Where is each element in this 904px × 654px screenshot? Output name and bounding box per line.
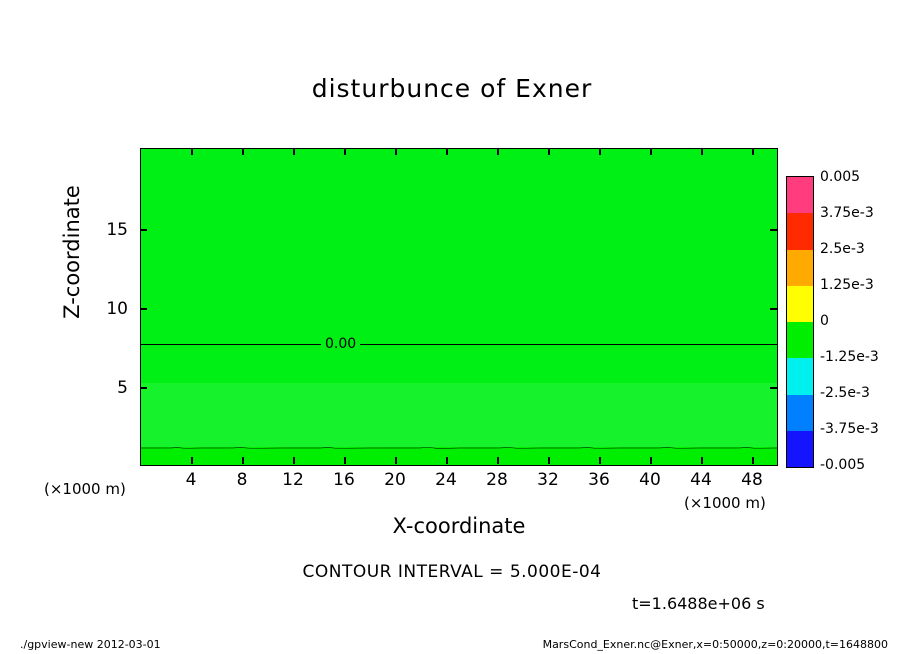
xticklabel-6: 28 bbox=[486, 470, 508, 490]
xtick-top-24 bbox=[446, 148, 448, 155]
plot-area bbox=[140, 148, 778, 466]
xtick-top-32 bbox=[548, 148, 550, 155]
colorbar-label-0: 0.005 bbox=[820, 169, 861, 185]
colorbar-cell-2 bbox=[787, 250, 813, 286]
yticklabel-0: 5 bbox=[117, 378, 128, 398]
ytick-left-15 bbox=[140, 229, 147, 231]
colorbar-label-1: 3.75e-3 bbox=[820, 205, 874, 221]
yticklabel-1: 10 bbox=[106, 299, 128, 319]
colorbar-cell-6 bbox=[787, 395, 813, 431]
xtick-top-12 bbox=[293, 148, 295, 155]
colorbar-label-4: 0 bbox=[820, 313, 829, 329]
xtick-top-44 bbox=[701, 148, 703, 155]
xtick-bottom-4 bbox=[191, 457, 193, 464]
y-axis-unit-label: (×1000 m) bbox=[44, 480, 126, 498]
colorbar-label-2: 2.5e-3 bbox=[820, 241, 865, 257]
colorbar-cell-0 bbox=[787, 177, 813, 213]
ytick-right-10 bbox=[770, 308, 777, 310]
surface-roughness-line bbox=[141, 447, 777, 449]
xtick-top-4 bbox=[191, 148, 193, 155]
page-title: disturbunce of Exner bbox=[311, 74, 593, 103]
xticklabel-8: 36 bbox=[588, 470, 610, 490]
yticklabel-2: 15 bbox=[106, 220, 128, 240]
colorbar-label-7: -3.75e-3 bbox=[820, 421, 879, 437]
colorbar-cell-5 bbox=[787, 358, 813, 394]
xticklabel-10: 44 bbox=[690, 470, 712, 490]
xtick-top-48 bbox=[752, 148, 754, 155]
colorbar-cell-7 bbox=[787, 431, 813, 467]
xtick-bottom-8 bbox=[242, 457, 244, 464]
xticklabel-7: 32 bbox=[537, 470, 559, 490]
ytick-right-5 bbox=[770, 387, 777, 389]
xtick-bottom-20 bbox=[395, 457, 397, 464]
xtick-top-36 bbox=[599, 148, 601, 155]
ytick-left-5 bbox=[140, 387, 147, 389]
xtick-bottom-16 bbox=[344, 457, 346, 464]
xtick-bottom-24 bbox=[446, 457, 448, 464]
colorbar-label-5: -1.25e-3 bbox=[820, 349, 879, 365]
xtick-bottom-40 bbox=[650, 457, 652, 464]
footer-right-text: MarsCond_Exner.nc@Exner,x=0:50000,z=0:20000,t=1648800 bbox=[542, 638, 888, 651]
time-annotation: t=1.6488e+06 s bbox=[632, 594, 765, 613]
xtick-top-40 bbox=[650, 148, 652, 155]
xtick-bottom-32 bbox=[548, 457, 550, 464]
xtick-top-20 bbox=[395, 148, 397, 155]
field-band-bottom bbox=[141, 447, 777, 465]
xtick-top-8 bbox=[242, 148, 244, 155]
colorbar-label-3: 1.25e-3 bbox=[820, 277, 874, 293]
colorbar bbox=[786, 176, 814, 468]
footer-left-text: ./gpview-new 2012-03-01 bbox=[20, 638, 161, 651]
xtick-top-28 bbox=[497, 148, 499, 155]
xticklabel-5: 24 bbox=[435, 470, 457, 490]
colorbar-cell-4 bbox=[787, 322, 813, 358]
x-axis-unit-label: (×1000 m) bbox=[684, 494, 766, 512]
xticklabel-4: 20 bbox=[384, 470, 406, 490]
xticklabel-2: 12 bbox=[282, 470, 304, 490]
contour-line-zero bbox=[141, 344, 777, 345]
xtick-top-16 bbox=[344, 148, 346, 155]
y-axis-title: Z-coordinate bbox=[60, 185, 84, 319]
xtick-bottom-44 bbox=[701, 457, 703, 464]
xtick-bottom-28 bbox=[497, 457, 499, 464]
colorbar-label-6: -2.5e-3 bbox=[820, 385, 870, 401]
colorbar-cell-1 bbox=[787, 213, 813, 249]
x-axis-title: X-coordinate bbox=[392, 514, 526, 538]
xticklabel-9: 40 bbox=[639, 470, 661, 490]
colorbar-cell-3 bbox=[787, 286, 813, 322]
xtick-bottom-36 bbox=[599, 457, 601, 464]
xticklabel-11: 48 bbox=[741, 470, 763, 490]
colorbar-label-8: -0.005 bbox=[820, 457, 866, 473]
ytick-left-10 bbox=[140, 308, 147, 310]
xticklabel-0: 4 bbox=[185, 470, 197, 490]
xtick-bottom-48 bbox=[752, 457, 754, 464]
xticklabel-1: 8 bbox=[236, 470, 248, 490]
xticklabel-3: 16 bbox=[333, 470, 355, 490]
ytick-right-15 bbox=[770, 229, 777, 231]
contour-interval-text: CONTOUR INTERVAL = 5.000E-04 bbox=[302, 562, 602, 582]
contour-label: 0.00 bbox=[321, 335, 360, 353]
xtick-bottom-12 bbox=[293, 457, 295, 464]
